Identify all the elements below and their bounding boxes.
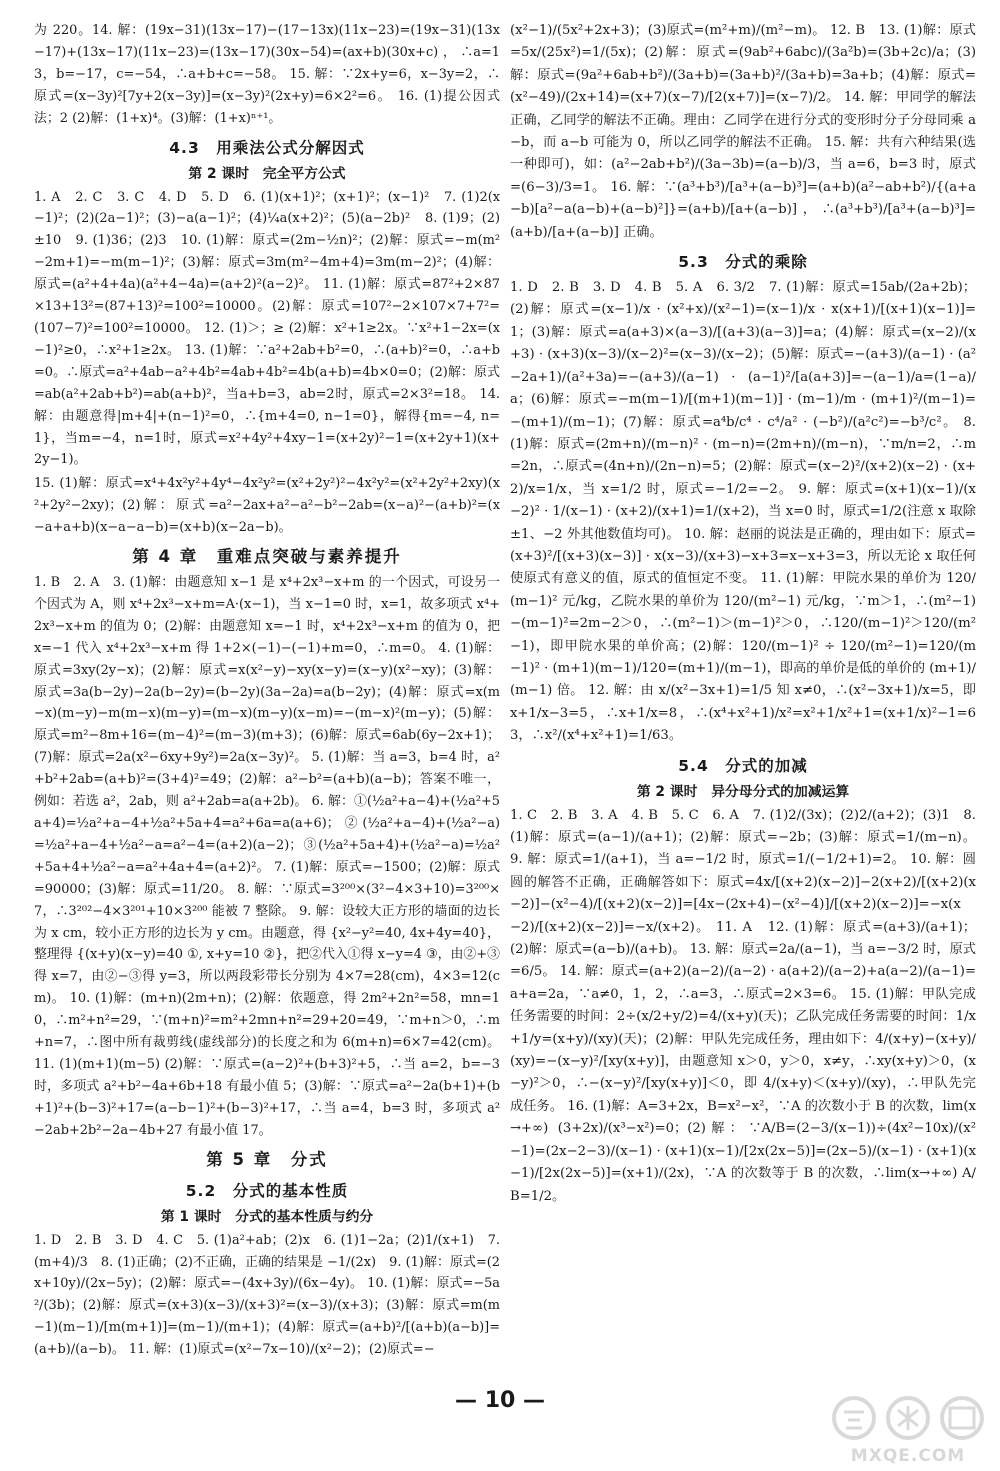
section-heading: 4.3 用乘法公式分解因式	[169, 138, 365, 157]
lesson-heading: 第 2 课时 异分母分式的加减运算	[636, 783, 850, 800]
chapter-heading: 第 5 章 分式	[206, 1149, 328, 1169]
answer-paragraph: 1. B 2. A 3. (1)解：由题意知 x−1 是 x⁴+2x³−x+m 的一个因式，可设另一个因式为 A，则 x⁴+2x³−x+m=A·(x−1)，当 x−1=0 时，x=1，故多项式 x⁴+2x³−x+m 的值为 0；(2)解：由题意知 x=−1 时，x⁴+2x³−x+m 的值为 0，把 x=−1 代入 x⁴+2x³−x+m 得 1+2×(−1)−(−1)+m=0，∴m=0。 4. (1)解：原式=3xy(2y−x)；(2)解：原式=x(x²−y)−xy(x−y)=(x−y)(x²−xy)；(3)解：原式=3a(b−2y)−2a(b−2y)=(b−2y)(3a−2a)=a(b−2y)；(4)解：原式=x(m−x)(m−y)−m(m−x)(m−y)=(m−x)(m−y)(x−m)=−(m−x)²(m−y)；(5)解：原式=m²−8m+16=(m−4)²=(m−3)(m+3)；(6)解：原式=6ab(6y−2x+1)；(7)解：原式=2a(x²−6xy+9y²)=2a(x−3y)²。 5. (1)解：当 a=3，b=4 时，a²+b²+2ab=(a+b)²=(3+4)²=49；(2)解：a²−b²=(a+b)(a−b)；答案不唯一，例如：若选 a²，2ab，则 a²+2ab=a(a+2b)。 6. 解：①(½a²+a−4)+(½a²+5a+4)=½a²+a−4+½a²+5a+4=a²+6a=a(a+6)；②(½a²+a−4)+(½a²−a)=½a²+a−4+½a²−a=a²−4=(a+2)(a−2)；③(½a²+5a+4)+(½a²−a)=½a²+5a+4+½a²−a=a²+4a+4=(a+2)²。 7. (1)解：原式=−1500；(2)解：原式=90000；(3)解：原式=11/20。 8. 解：∵原式=3²⁰⁰×(3²−4×3+10)=3²⁰⁰×7，∴3²⁰²−4×3²⁰¹+10×3²⁰⁰ 能被 7 整除。 9. 解：设较大正方形的墙面的边长为 x cm，较小正方形的边长为 y cm。由题意，得 {x²−y²=40, 4x+4y=40}，整理得 {(x+y)(x−y)=40 ①, x+y=10 ②}，把②代入①得 x−y=4 ③，由②+③得 x=7，由②−③得 y=3，所以两段彩带长分别为 4×7=28(cm)，4×3=12(cm)。 10. (1)解：(m+n)(2m+n)；(2)解：依题意，得 2m²+2n²=58，mn=10，∴m²+n²=29，∵(m+n)²=m²+2mn+n²=29+20=49，∵m+n＞0，∴m+n=7，∴图中所有裁剪线(虚线部分)的长度之和为 6(m+n)=6×7=42(cm)。 11. (1)(m+1)(m−5) (2)解：∵原式=(a−2)²+(b+3)²+5，∴当 a=2，b=−3 时，多项式 a²+b²−4a+6b+18 有最小值 5；(3)解：∵原式=a²−2a(b+1)+(b+1)²+(b−3)²+17=(a−b−1)²+(b−3)²+17，∴当 a=4，b=3 时，多项式 a²−2ab+2b²−2a−4b+27 有最小值 17。	[34, 575, 500, 1138]
lesson-heading: 第 2 课时 完全平方公式	[188, 165, 346, 182]
section-heading: 5.2 分式的基本性质	[185, 1181, 349, 1200]
watermark	[826, 1396, 990, 1466]
lesson-heading: 第 1 课时 分式的基本性质与约分	[160, 1208, 374, 1225]
page-number: — 10 —	[455, 1388, 545, 1413]
chapter-heading: 第 4 章 重难点突破与素养提升	[132, 547, 402, 567]
answer-paragraph: (x²−1)/(5x²+2x+3)；(3)原式=(m²+m)/(m²−m)。 12. B 13. (1)解：原式=5x/(25x²)=1/(5x)；(2)解：原式=(9ab²+6abc)/(3a²b)=(3b+2c)/a；(3)解：原式=(9a²+6ab+b²)/(3a+b)=(3a+b)²/(3a+b)=3a+b；(4)解：原式=(x²−49)/(2x+14)=(x+7)(x−7)/[2(x+7)]=(x−7)/2。 14. 解：甲同学的解法正确，乙同学的解法不正确。理由：乙同学在进行分式的变形时分子分母同乘 a−b，而 a−b 可能为 0，所以乙同学的解法不正确。 15. 解：共有六种结果(选一种即可)，如：(a²−2ab+b²)/(3a−3b)=(a−b)/3，当 a=6，b=3 时，原式=(6−3)/3=1。 16. 解：∵(a³+b³)/[a³+(a−b)³]=(a+b)(a²−ab+b²)/{(a+a−b)[a²−a(a−b)+(a−b)²]}=(a+b)/[a+(a−b)]，∴(a³+b³)/[a³+(a−b)³]=(a+b)/[a+(a−b)] 正确。	[510, 23, 976, 240]
watermark-logo-icon	[826, 1396, 990, 1444]
right-column	[510, 20, 976, 1210]
left-column	[34, 20, 500, 1363]
answer-paragraph: 1. C 2. B 3. A 4. B 5. C 6. A 7. (1)2/(3x)；(2)2/(a+2)；(3)1 8. (1)解：原式=(a−1)/(a+1)；(2)解：原式=−2b；(3)解：原式=1/(m−n)。 9. 解：原式=1/(a+1)，当 a=−1/2 时，原式=1/(−1/2+1)=2。 10. 解：圆圆的解答不正确，正确解答如下：原式=4x/[(x+2)(x−2)]−2(x+2)/[(x+2)(x−2)]−(x²−4)/[(x+2)(x−2)]=[4x−(2x+4)−(x²−4)]/[(x+2)(x−2)]=−x(x−2)/[(x+2)(x−2)]=−x/(x+2)。 11. A 12. (1)解：原式=(a+3)/(a+1)；(2)解：原式=(a−b)/(a+b)。 13. 解：原式=2a/(a−1)，当 a=−3/2 时，原式=6/5。 14. 解：原式=(a+2)(a−2)/(a−2) · a(a+2)/(a−2)+a(a−2)/(a−1)=a+a=2a，∵a≠0，1，2，∴a=3，∴原式=2×3=6。 15. (1)解：甲队完成任务需要的时间：2÷(x/2+y/2)=4/(x+y)(天)；乙队完成任务需要的时间：1/x+1/y=(x+y)/(xy)(天)；(2)解：甲队先完成任务，理由如下：4/(x+y)−(x+y)/(xy)=−(x−y)²/[xy(x+y)]，由题意知 x＞0，y＞0，x≠y，∴xy(x+y)＞0，(x−y)²＞0，∴−(x−y)²/[xy(x+y)]＜0，即 4/(x+y)＜(x+y)/(xy)，∴甲队先完成任务。 16. (1)解：A=3+2x，B=x²−x²，∵A 的次数小于 B 的次数，lim(x→+∞) (3+2x)/(x³−x²)=0；(2)解：∵A/B=(2−3/(x−1))÷(4x²−10x)/(x²−1)=(2x−2−3)/(x−1) · (x+1)(x−1)/[2x(2x−5)]=(2x−5)/(x−1) · (x+1)(x−1)/[2x(2x−5)]=(x+1)/(2x)，∵A 的次数等于 B 的次数，∴lim(x→+∞) A/B=1/2。	[510, 807, 976, 1204]
section-heading: 5.4 分式的加减	[678, 756, 808, 775]
answer-paragraph: 1. D 2. B 3. D 4. B 5. A 6. 3/2 7. (1)解：原式=15ab/(2a+2b)；(2)解：原式=(x−1)/x · (x²+x)/(x²−1)=(x−1)/x · x(x+1)/[(x+1)(x−1)]=1；(3)解：原式=a(a+3)×(a−3)/[(a+3)(a−3)]=a；(4)解：原式=(x−2)/(x+3) · (x+3)(x−3)/(x−2)²=(x−3)/(x−2)；(5)解：原式=−(a+3)/(a−1) · (a²−2a+1)/(a²+3a)=−(a+3)/(a−1) · (a−1)²/[a(a+3)]=−(a−1)/a=(1−a)/a；(6)解：原式=−m(m−1)/[(m+1)(m−1)] · (m−1)/m · (m+1)²/(m−1)=−(m+1)/(m−1)；(7)解：原式=a⁴b/c⁴ · c⁴/a² · (−b²)/(a²c²)=−b³/c²。 8. (1)解：原式=(2m+n)/(m−n)² · (m−n)=(2m+n)/(m−n)，∵m/n=2，∴m=2n，∴原式=(4n+n)/(2n−n)=5；(2)解：原式=(x−2)²/(x+2)(x−2) · (x+2)/x=1/x，当 x=1/2 时，原式=−1/2=−2。 9. 解：原式=(x+1)(x−1)/(x−2)² · 1/(x−1) · (x+2)/(x+1)=1/(x+2)，当 x=0 时，原式=1/2(注意 x 取除±1、−2 外其他数值均可)。 10. 解：赵丽的说法是正确的，理由如下：原式=(x+3)²/[(x+3)(x−3)] · x(x−3)/(x+3)−x+3=x−x+3=3，所以无论 x 取任何使原式有意义的值，原式的值恒定不变。 11. (1)解：甲院水果的单价为 120/(m−1)² 元/kg，乙院水果的单价为 120/(m²−1) 元/kg，∵m＞1，∴(m²−1)−(m−1)²=2m−2＞0，∴(m²−1)＞(m−1)²＞0，∴120/(m−1)²＞120/(m²−1)，即甲院水果的单价高；(2)解：120/(m−1)² ÷ 120/(m²−1)=120/(m−1)² · (m+1)(m−1)/120=(m+1)/(m−1)，即高的单价是低的单价的 (m+1)/(m−1) 倍。 12. 解：由 x/(x²−3x+1)=1/5 知 x≠0，∴(x²−3x+1)/x=5，即 x+1/x−3=5，∴x+1/x=8，∴(x⁴+x²+1)/x²=x²+1/x²+1=(x+1/x)²−1=63，∴x²/(x⁴+x²+1)=1/63。	[510, 280, 976, 744]
watermark-text: MXQE.COM	[850, 1446, 966, 1466]
section-heading: 5.3 分式的乘除	[678, 253, 808, 272]
answer-paragraph: 15. (1)解：原式=x⁴+4x²y²+4y⁴−4x²y²=(x²+2y²)²−4x²y²=(x²+2y²+2xy)(x²+2y²−2xy)；(2)解：原式=a²−2ax+a²−a²−b²−2ab=(x−a)²−(a+b)²=(x−a+a+b)(x−a−a−b)=(x+b)(x−2a−b)。	[34, 476, 500, 536]
answer-paragraph: 1. D 2. B 3. D 4. C 5. (1)a²+ab；(2)x 6. (1)1−2a；(2)1/(x+1) 7. (m+4)/3 8. (1)正确；(2)不正确，正确的结果是 −1/(2x) 9. (1)解：原式=(2x+10y)/(2x−5y)；(2)解：原式=−(4x+3y)/(6x−4y)。 10. (1)解：原式=−5a²/(3b)；(2)解：原式=(x+3)(x−3)/(x+3)²=(x−3)/(x+3)；(3)解：原式=m(m−1)(m−1)/[m(m+1)]=(m−1)/(m+1)；(4)解：原式=(a+b)²/[(a+b)(a−b)]=(a+b)/(a−b)。 11. 解：(1)原式=(x²−7x−10)/(x²−2)；(2)原式=−	[34, 1232, 500, 1358]
answer-paragraph: 1. A 2. C 3. C 4. D 5. D 6. (1)(x+1)²；(x+1)²；(x−1)² 7. (1)2(x−1)²；(2)(2a−1)²；(3)−a(a−1)²；(4)¼a(x+2)²；(5)(a−2b)² 8. (1)9；(2)±10 9. (1)36；(2)3 10. (1)解：原式=(2m−½n)²；(2)解：原式=−m(m²−2m+1)=−m(m−1)²；(3)解：原式=3m(m²−4m+4)=3m(m−2)²；(4)解：原式=(a²+4+4a)(a²+4−4a)=(a+2)²(a−2)²。 11. (1)解：原式=87²+2×87×13+13²=(87+13)²=100²=10000。(2)解：原式=107²−2×107×7+7²=(107−7)²=100²=10000。 12. (1)＞；≥ (2)解：x²+1≥2x。∵x²+1−2x=(x−1)²≥0，∴x²+1≥2x。 13. (1)解：∵a²+2ab+b²=0，∴(a+b)²=0，∴a+b=0。∴原式=a²+4ab−a²+4b²=4ab+4b²=4b(a+b)=4b×0=0；(2)解：原式=ab(a²+2ab+b²)=ab(a+b)²，当a+b=3，ab=2时，原式=2×3²=18。 14. 解：由题意得|m+4|+(n−1)²=0，∴{m+4=0, n−1=0}，解得{m=−4, n=1}，当m=−4，n=1时，原式=x²+4y²+4xy−1=(x+2y)²−1=(x+2y+1)(x+2y−1)。	[34, 189, 500, 468]
answer-paragraph: 为 220。14. 解：(19x−31)(13x−17)−(17−13x)(11x−23)=(19x−31)(13x−17)+(13x−17)(11x−23)=(13x−17)(30x−54)=(ax+b)(30x+c)，∴a=13，b=−17，c=−54，∴a+b+c=−58。 15. 解：∵2x+y=6，x−3y=2，∴原式=(x−3y)²[7y+2(x−3y)]=(x−3y)²(2x+y)=6×2²=6。 16. (1)提公因式法；2 (2)解：(1+x)⁴。(3)解：(1+x)ⁿ⁺¹。	[34, 23, 500, 126]
